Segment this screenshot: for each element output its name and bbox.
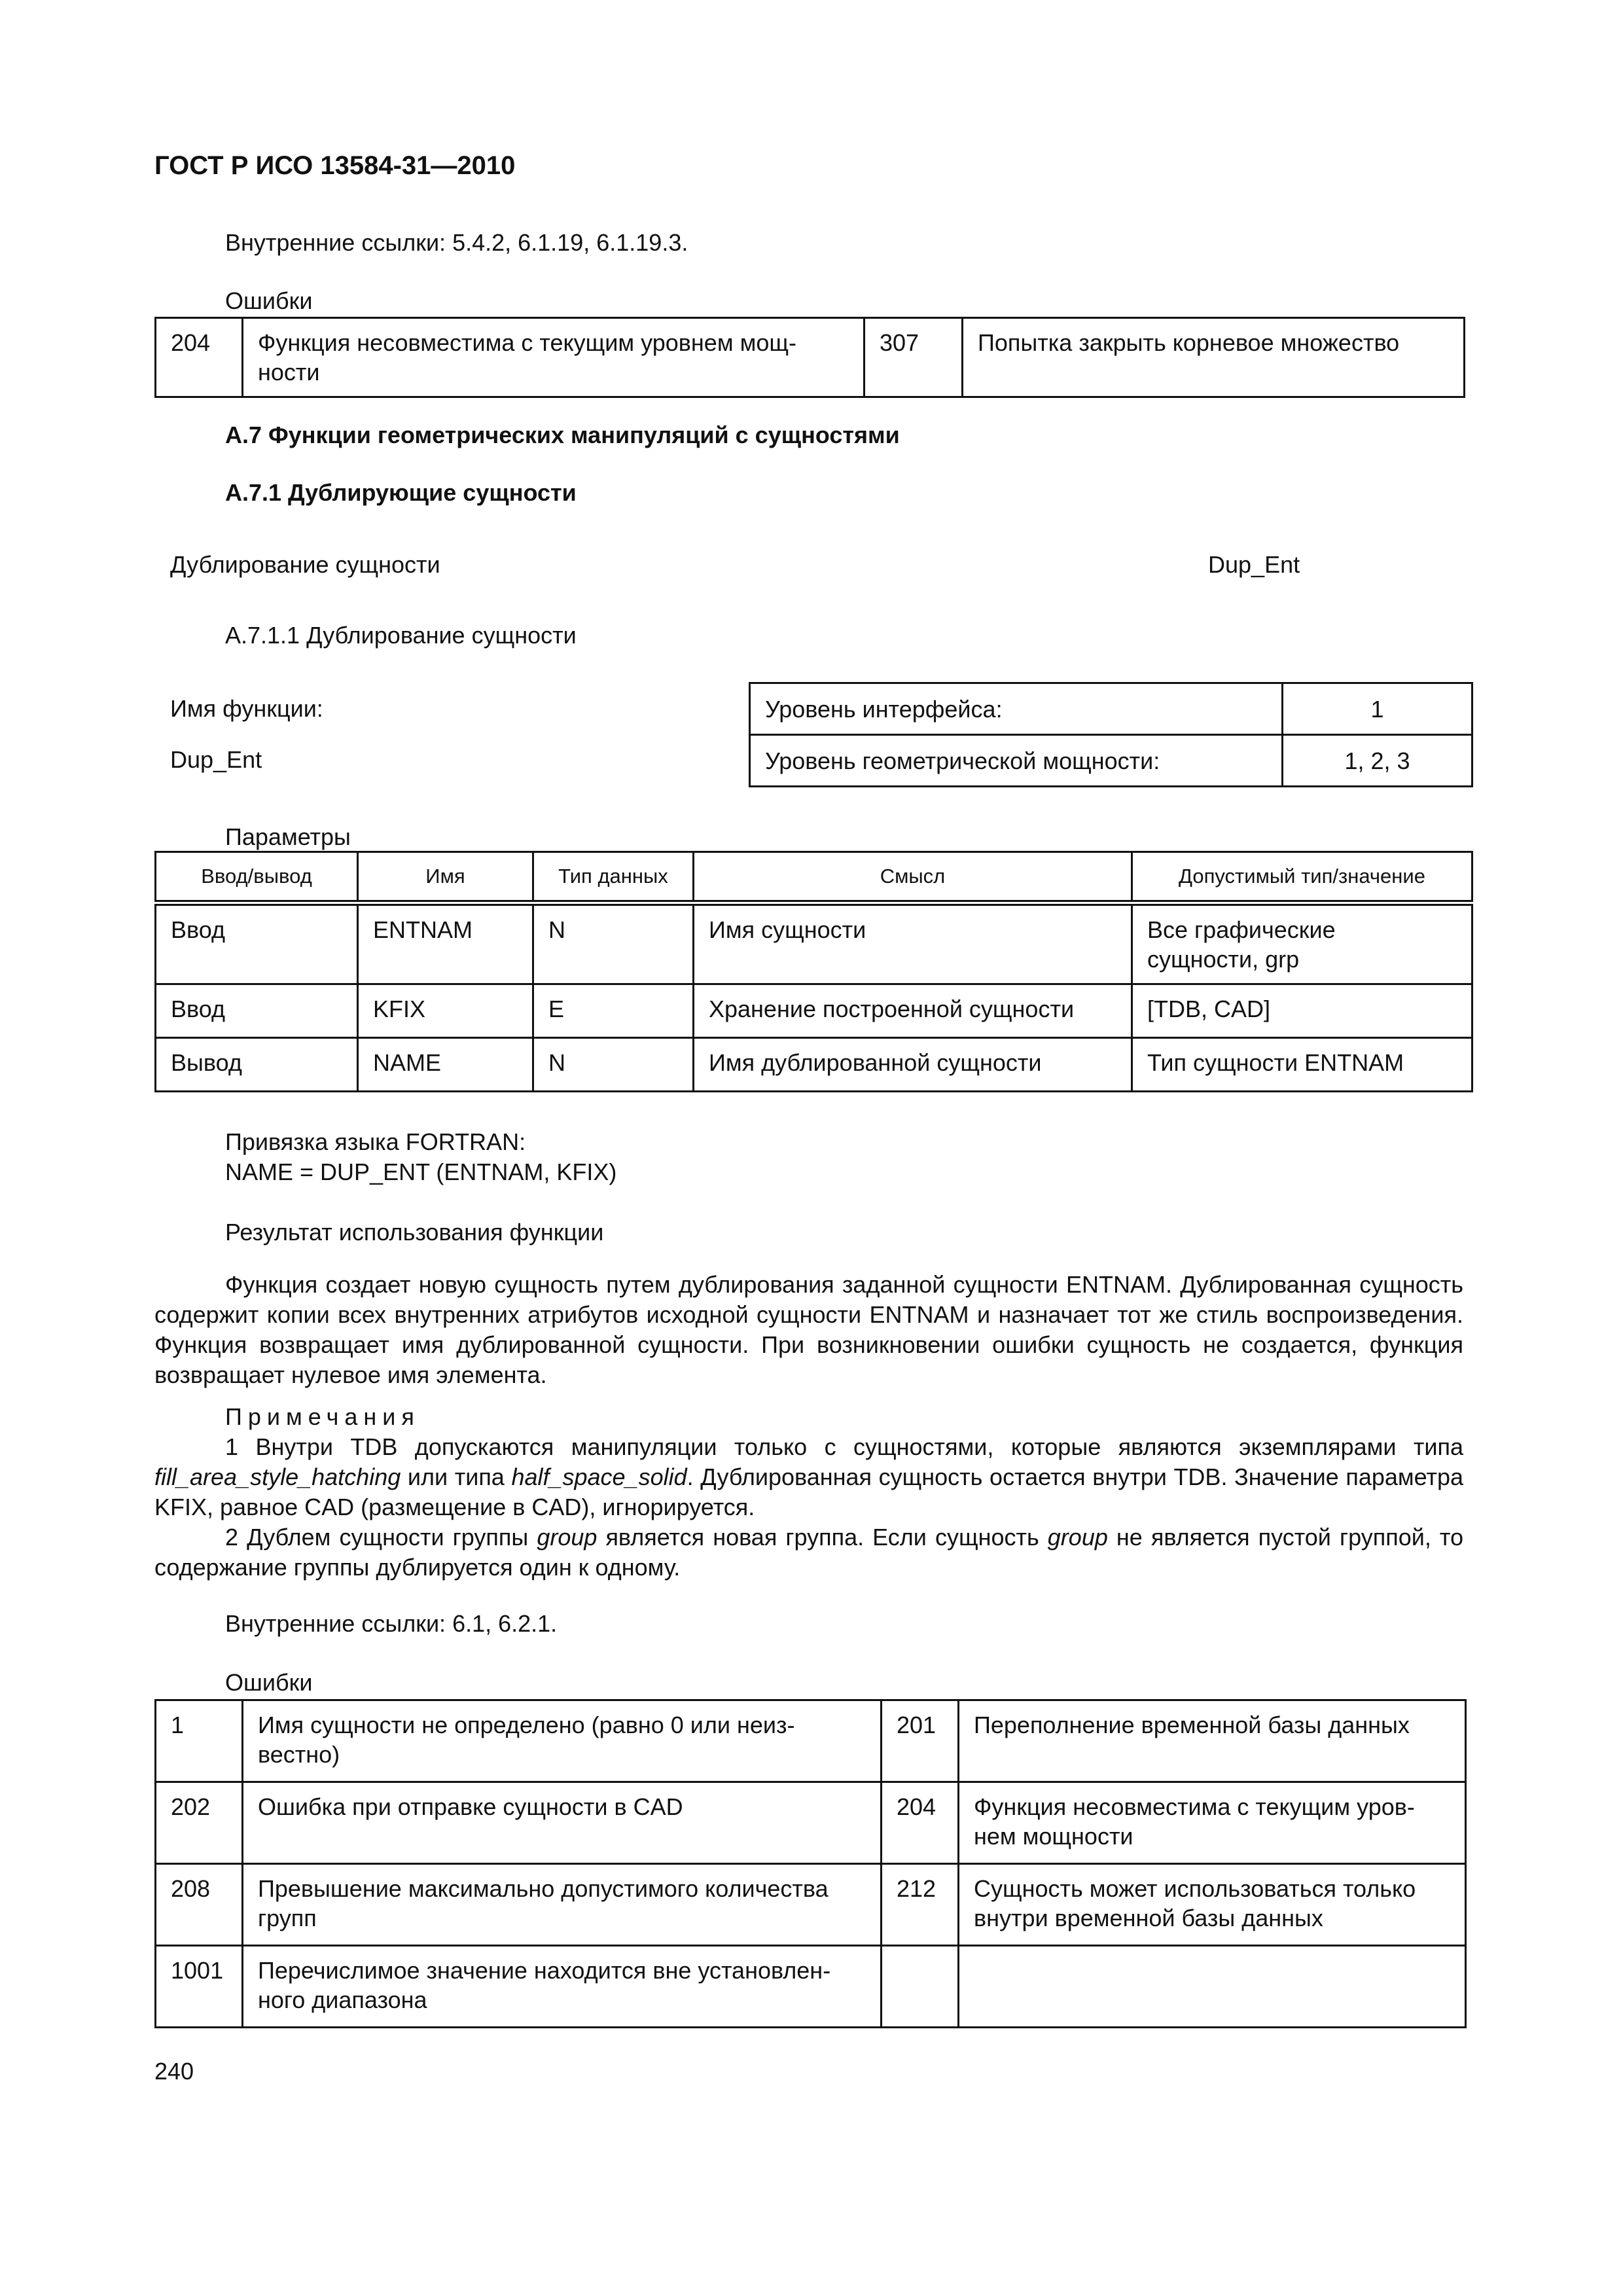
error-text: Функция несовместима с текущим уров- нем мощности — [959, 1782, 1466, 1864]
error-text: Сущность может использоваться только внутри временной базы данных — [959, 1864, 1466, 1946]
section-title: А.7 Функции геометрических манипуляций с сущностями — [225, 422, 900, 448]
function-group-code: Dup_Ent — [1208, 551, 1300, 578]
function-group-name: Дублирование сущности — [170, 551, 440, 578]
error-code: 204 — [882, 1782, 959, 1864]
error-text: Попытка закрыть корневое множество — [963, 318, 1465, 397]
error-text — [959, 1946, 1466, 2028]
function-name-label: Имя функции: — [170, 695, 323, 722]
table-row — [156, 903, 1472, 984]
cell-type: N — [533, 1038, 694, 1092]
table-header-row — [156, 852, 1472, 903]
column-header: Ввод/вывод — [156, 852, 358, 903]
error-code: 208 — [156, 1864, 243, 1946]
error-code: 201 — [882, 1700, 959, 1782]
errors-table-top — [154, 317, 1465, 398]
cell-meaning: Имя сущности — [694, 903, 1132, 984]
note-2-part: 2 Дублем сущности группы — [225, 1524, 537, 1551]
binding-line-2: NAME = DUP_ENT (ENTNAM, KFIX) — [225, 1158, 617, 1185]
error-code: 1001 — [156, 1946, 243, 2028]
error-code: 307 — [865, 318, 963, 397]
cell-io: Ввод — [156, 903, 358, 984]
note-1-part: или типа — [401, 1463, 512, 1490]
error-code: 204 — [156, 318, 243, 397]
errors-table-bottom — [154, 1699, 1467, 2028]
cell-meaning: Хранение построенной сущности — [694, 984, 1132, 1038]
binding-line-1: Привязка языка FORTRAN: — [225, 1128, 526, 1155]
note-1-italic: half_space_solid — [511, 1463, 687, 1490]
table-row — [156, 1782, 1466, 1864]
column-header: Тип данных — [533, 852, 694, 903]
error-code — [882, 1946, 959, 2028]
note-1-italic: fill_area_style_hatching — [154, 1463, 401, 1490]
cell-io: Вывод — [156, 1038, 358, 1092]
cell-allowed: [TDB, CAD] — [1132, 984, 1472, 1038]
level-label: Уровень геометрической мощности: — [750, 735, 1283, 787]
page-number: 240 — [154, 2058, 194, 2085]
note-2-part: не является пустой группой, то содержание группы дублируется один к одному. — [154, 1524, 1463, 1581]
document-header: ГОСТ Р ИСО 13584-31—2010 — [154, 151, 516, 180]
cell-allowed: Все графические сущности, grp — [1132, 903, 1472, 984]
function-name-value: Dup_Ent — [170, 746, 262, 773]
cell-io: Ввод — [156, 984, 358, 1038]
error-code: 202 — [156, 1782, 243, 1864]
table-row — [156, 1864, 1466, 1946]
column-header: Имя — [358, 852, 533, 903]
subsection-title: А.7.1 Дублирующие сущности — [225, 479, 577, 506]
error-text: Имя сущности не определено (равно 0 или неиз- вестно) — [243, 1700, 882, 1782]
error-text: Перечислимое значение находится вне установлен- ного диапазона — [243, 1946, 882, 2028]
cell-name: KFIX — [358, 984, 533, 1038]
errors-label-bottom: Ошибки — [225, 1669, 313, 1696]
note-2-part: является новая группа. Если сущность — [597, 1524, 1048, 1551]
cell-name: ENTNAM — [358, 903, 533, 984]
internal-refs-bottom: Внутренние ссылки: 6.1, 6.2.1. — [225, 1610, 558, 1637]
error-text: Ошибка при отправке сущности в CAD — [243, 1782, 882, 1864]
table-row — [156, 1946, 1466, 2028]
cell-allowed: Тип сущности ENTNAM — [1132, 1038, 1472, 1092]
subsubsection-title: А.7.1.1 Дублирование сущности — [225, 622, 577, 649]
error-code: 212 — [882, 1864, 959, 1946]
table-row — [156, 1700, 1466, 1782]
level-value: 1 — [1283, 683, 1472, 735]
table-row — [750, 735, 1472, 787]
error-text: Функция несовместима с текущим уровнем мощ- ности — [243, 318, 865, 397]
levels-table — [749, 682, 1473, 787]
level-value: 1, 2, 3 — [1283, 735, 1472, 787]
note-1 — [154, 1432, 1463, 1522]
table-row — [156, 1038, 1472, 1092]
note-2-italic: group — [537, 1524, 597, 1551]
cell-name: NAME — [358, 1038, 533, 1092]
error-text: Превышение максимально допустимого количества групп — [243, 1864, 882, 1946]
params-label: Параметры — [225, 823, 351, 850]
note-2-italic: group — [1047, 1524, 1108, 1551]
note-2 — [154, 1522, 1463, 1583]
note-1-part: 1 Внутри TDB допускаются манипуляции только с сущностями, которые являются экземплярами типа — [225, 1433, 1463, 1460]
note-1-part: . Дублированная сущность остается внутри TDB. Значение параметра KFIX, равное CAD (размещение в CAD), игнорируется. — [154, 1463, 1463, 1520]
table-row — [156, 318, 1465, 397]
error-text: Переполнение временной базы данных — [959, 1700, 1466, 1782]
result-label: Результат использования функции — [225, 1219, 604, 1246]
column-header: Допустимый тип/значение — [1132, 852, 1472, 903]
notes-label: Примечания — [225, 1403, 420, 1430]
error-code: 1 — [156, 1700, 243, 1782]
cell-type: E — [533, 984, 694, 1038]
errors-label-top: Ошибки — [225, 287, 313, 314]
level-label: Уровень интерфейса: — [750, 683, 1283, 735]
internal-refs-top: Внутренние ссылки: 5.4.2, 6.1.19, 6.1.19.3. — [225, 229, 688, 256]
table-row — [750, 683, 1472, 735]
params-table — [154, 851, 1473, 1092]
table-row — [156, 984, 1472, 1038]
cell-meaning: Имя дублированной сущности — [694, 1038, 1132, 1092]
column-header: Смысл — [694, 852, 1132, 903]
cell-type: N — [533, 903, 694, 984]
result-text: Функция создает новую сущность путем дублирования заданной сущности ENTNAM. Дублированная сущность содержит копии всех внутренних атрибутов исходной сущности ENTNAM и назначает тот же стиль воспроизведения. Функция возвращает имя дублированной сущности. При возникновении ошибки сущность не создается, функция возвращает нулевое имя элемента. — [154, 1271, 1463, 1388]
